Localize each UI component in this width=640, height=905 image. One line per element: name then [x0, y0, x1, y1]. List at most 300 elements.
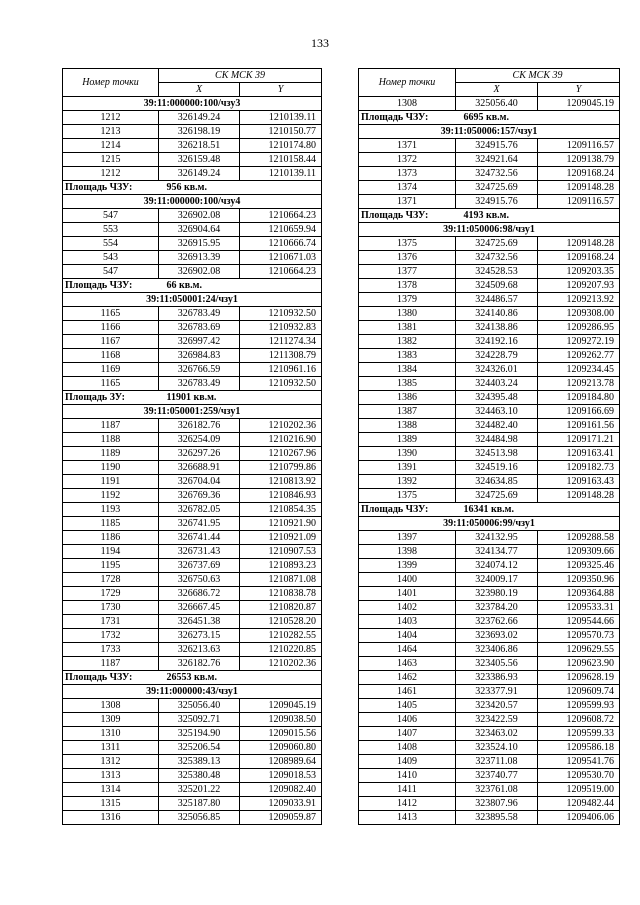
x-coordinate: 326254.09: [159, 433, 240, 447]
point-number: 547: [63, 209, 159, 223]
y-coordinate: 1211308.79: [240, 349, 322, 363]
point-number: 1401: [359, 587, 456, 601]
y-coordinate: 1210813.92: [240, 475, 322, 489]
point-number: 1412: [359, 797, 456, 811]
coordinates-table-right: [358, 68, 620, 825]
point-number: 1398: [359, 545, 456, 559]
x-coordinate: 324509.68: [456, 279, 538, 293]
table-row: [359, 559, 620, 573]
table-row: [359, 237, 620, 251]
table-row: [359, 349, 620, 363]
header-x: X: [159, 83, 240, 97]
y-coordinate: 1210932.50: [240, 307, 322, 321]
x-coordinate: 326783.49: [159, 307, 240, 321]
point-number: 1166: [63, 321, 159, 335]
table-row: [63, 363, 322, 377]
point-number: 1404: [359, 629, 456, 643]
x-coordinate: 323761.08: [456, 783, 538, 797]
table-row: [63, 587, 322, 601]
x-coordinate: 324732.56: [456, 251, 538, 265]
point-number: 1462: [359, 671, 456, 685]
point-number: 1315: [63, 797, 159, 811]
x-coordinate: 324009.17: [456, 573, 538, 587]
section-row: [63, 195, 322, 209]
x-coordinate: 324140.86: [456, 307, 538, 321]
area-row: [359, 209, 620, 223]
x-coordinate: 326667.45: [159, 601, 240, 615]
point-number: 1463: [359, 657, 456, 671]
table-row: [359, 391, 620, 405]
y-coordinate: 1210174.80: [240, 139, 322, 153]
y-coordinate: 1210961.16: [240, 363, 322, 377]
x-coordinate: 326688.91: [159, 461, 240, 475]
x-coordinate: 326902.08: [159, 265, 240, 279]
point-number: 1313: [63, 769, 159, 783]
x-coordinate: 326182.76: [159, 419, 240, 433]
y-coordinate: 1209482.44: [538, 797, 620, 811]
table-row: [359, 419, 620, 433]
x-coordinate: 323386.93: [456, 671, 538, 685]
point-number: 1309: [63, 713, 159, 727]
y-coordinate: 1210666.74: [240, 237, 322, 251]
y-coordinate: 1210267.96: [240, 447, 322, 461]
table-row: [359, 811, 620, 825]
table-row: [63, 335, 322, 349]
y-coordinate: 1210820.87: [240, 601, 322, 615]
y-coordinate: 1209272.19: [538, 335, 620, 349]
section-row: [359, 125, 620, 139]
x-coordinate: 324513.98: [456, 447, 538, 461]
table-row: [359, 755, 620, 769]
x-coordinate: 324463.10: [456, 405, 538, 419]
y-coordinate: 1210932.83: [240, 321, 322, 335]
point-number: 543: [63, 251, 159, 265]
point-number: 1375: [359, 237, 456, 251]
y-coordinate: 1210202.36: [240, 419, 322, 433]
point-number: 1213: [63, 125, 159, 139]
point-number: 1376: [359, 251, 456, 265]
x-coordinate: 325389.13: [159, 755, 240, 769]
x-coordinate: 325380.48: [159, 769, 240, 783]
y-coordinate: 1209325.46: [538, 559, 620, 573]
y-coordinate: 1210921.09: [240, 531, 322, 545]
table-row: [359, 713, 620, 727]
table-row: [359, 573, 620, 587]
point-number: 1403: [359, 615, 456, 629]
table-row: [63, 811, 322, 825]
x-coordinate: 323895.58: [456, 811, 538, 825]
x-coordinate: 323420.57: [456, 699, 538, 713]
header-point-number: Номер точки: [359, 69, 456, 97]
y-coordinate: 1209059.87: [240, 811, 322, 825]
y-coordinate: 1209586.18: [538, 741, 620, 755]
area-value: 16341 кв.м.: [456, 503, 620, 517]
table-row: [63, 573, 322, 587]
area-value: 66 кв.м.: [159, 279, 322, 293]
y-coordinate: 1210139.11: [240, 167, 322, 181]
point-number: 1316: [63, 811, 159, 825]
y-coordinate: 1209038.50: [240, 713, 322, 727]
parcel-id: 39:11:050001:259/чзу1: [63, 405, 322, 419]
x-coordinate: 326149.24: [159, 111, 240, 125]
x-coordinate: 326297.26: [159, 447, 240, 461]
point-number: 1165: [63, 377, 159, 391]
y-coordinate: 1209168.24: [538, 251, 620, 265]
point-number: 1410: [359, 769, 456, 783]
x-coordinate: 326182.76: [159, 657, 240, 671]
x-coordinate: 326741.95: [159, 517, 240, 531]
point-number: 1187: [63, 419, 159, 433]
x-coordinate: 323406.86: [456, 643, 538, 657]
parcel-id: 39:11:050006:157/чзу1: [359, 125, 620, 139]
area-value: 26553 кв.м.: [159, 671, 322, 685]
table-row: [359, 307, 620, 321]
y-coordinate: 1209599.93: [538, 699, 620, 713]
point-number: 1193: [63, 503, 159, 517]
y-coordinate: 1209629.55: [538, 643, 620, 657]
table-row: [63, 657, 322, 671]
y-coordinate: 1210664.23: [240, 209, 322, 223]
x-coordinate: 326984.83: [159, 349, 240, 363]
table-row: [63, 223, 322, 237]
table-row: [63, 489, 322, 503]
table-row: [63, 237, 322, 251]
y-coordinate: 1210932.50: [240, 377, 322, 391]
table-row: [63, 251, 322, 265]
y-coordinate: 1210921.90: [240, 517, 322, 531]
x-coordinate: 323980.19: [456, 587, 538, 601]
y-coordinate: 1209184.80: [538, 391, 620, 405]
table-row: [63, 447, 322, 461]
table-row: [63, 125, 322, 139]
area-label: Площадь ЧЗУ:: [63, 279, 159, 293]
area-label: Площадь ЧЗУ:: [359, 503, 456, 517]
point-number: 1215: [63, 153, 159, 167]
header-point-number: Номер точки: [63, 69, 159, 97]
y-coordinate: 1209018.53: [240, 769, 322, 783]
y-coordinate: 1210854.35: [240, 503, 322, 517]
x-coordinate: 324915.76: [456, 195, 538, 209]
section-row: [63, 293, 322, 307]
point-number: 1381: [359, 321, 456, 335]
x-coordinate: 323463.02: [456, 727, 538, 741]
x-coordinate: 326213.63: [159, 643, 240, 657]
y-coordinate: 1209116.57: [538, 139, 620, 153]
table-row: [359, 699, 620, 713]
table-row: [359, 741, 620, 755]
x-coordinate: 324395.48: [456, 391, 538, 405]
point-number: 1464: [359, 643, 456, 657]
point-number: 1411: [359, 783, 456, 797]
point-number: 1409: [359, 755, 456, 769]
y-coordinate: 1210799.86: [240, 461, 322, 475]
table-row: [359, 615, 620, 629]
table-row: [63, 741, 322, 755]
area-label: Площадь ЧЗУ:: [63, 181, 159, 195]
table-row: [63, 797, 322, 811]
point-number: 1384: [359, 363, 456, 377]
point-number: 1408: [359, 741, 456, 755]
table-row: [63, 699, 322, 713]
table-row: [63, 629, 322, 643]
area-label: Площадь ЧЗУ:: [359, 209, 456, 223]
x-coordinate: 326750.63: [159, 573, 240, 587]
point-number: 1194: [63, 545, 159, 559]
x-coordinate: 324921.64: [456, 153, 538, 167]
parcel-id: 39:11:000000:43/чзу1: [63, 685, 322, 699]
area-row: [63, 279, 322, 293]
table-row: [63, 727, 322, 741]
table-row: [63, 531, 322, 545]
table-row: [359, 97, 620, 111]
x-coordinate: 324228.79: [456, 349, 538, 363]
x-coordinate: 324138.86: [456, 321, 538, 335]
table-row: [63, 209, 322, 223]
table-row: [359, 769, 620, 783]
header-y: Y: [538, 83, 620, 97]
section-row: [359, 223, 620, 237]
section-row: [63, 685, 322, 699]
point-number: 1400: [359, 573, 456, 587]
x-coordinate: 326997.42: [159, 335, 240, 349]
y-coordinate: 1209045.19: [240, 699, 322, 713]
point-number: 1371: [359, 195, 456, 209]
table-row: [359, 405, 620, 419]
y-coordinate: 1209161.56: [538, 419, 620, 433]
point-number: 1378: [359, 279, 456, 293]
table-row: [359, 433, 620, 447]
table-row: [63, 111, 322, 125]
table-row: [359, 671, 620, 685]
x-coordinate: 324074.12: [456, 559, 538, 573]
point-number: 1382: [359, 335, 456, 349]
x-coordinate: 325056.40: [159, 699, 240, 713]
y-coordinate: 1209406.06: [538, 811, 620, 825]
area-value: 956 кв.м.: [159, 181, 322, 195]
area-row: [359, 111, 620, 125]
x-coordinate: 324132.95: [456, 531, 538, 545]
x-coordinate: 323422.59: [456, 713, 538, 727]
point-number: 1406: [359, 713, 456, 727]
table-row: [359, 531, 620, 545]
point-number: 1733: [63, 643, 159, 657]
y-coordinate: 1209163.41: [538, 447, 620, 461]
y-coordinate: 1210202.36: [240, 657, 322, 671]
section-row: [359, 517, 620, 531]
point-number: 547: [63, 265, 159, 279]
point-number: 1165: [63, 307, 159, 321]
table-row: [359, 181, 620, 195]
x-coordinate: 326451.38: [159, 615, 240, 629]
point-number: 1387: [359, 405, 456, 419]
point-number: 1168: [63, 349, 159, 363]
y-coordinate: 1209015.56: [240, 727, 322, 741]
point-number: 1311: [63, 741, 159, 755]
table-row: [63, 349, 322, 363]
table-row: [359, 251, 620, 265]
table-row: [63, 153, 322, 167]
x-coordinate: 326913.39: [159, 251, 240, 265]
y-coordinate: 1209530.70: [538, 769, 620, 783]
table-row: [359, 321, 620, 335]
point-number: 1167: [63, 335, 159, 349]
y-coordinate: 1209541.76: [538, 755, 620, 769]
point-number: 1308: [63, 699, 159, 713]
table-row: [359, 727, 620, 741]
table-row: [63, 377, 322, 391]
x-coordinate: 326783.69: [159, 321, 240, 335]
table-row: [359, 377, 620, 391]
y-coordinate: 1209262.77: [538, 349, 620, 363]
point-number: 1185: [63, 517, 159, 531]
x-coordinate: 326737.69: [159, 559, 240, 573]
table-row: [359, 167, 620, 181]
table-row: [63, 559, 322, 573]
point-number: 1214: [63, 139, 159, 153]
x-coordinate: 325092.71: [159, 713, 240, 727]
point-number: 1399: [359, 559, 456, 573]
point-number: 1388: [359, 419, 456, 433]
y-coordinate: 1209033.91: [240, 797, 322, 811]
table-row: [359, 265, 620, 279]
x-coordinate: 324915.76: [456, 139, 538, 153]
x-coordinate: 324134.77: [456, 545, 538, 559]
section-row: [63, 405, 322, 419]
x-coordinate: 326915.95: [159, 237, 240, 251]
y-coordinate: 1208989.64: [240, 755, 322, 769]
x-coordinate: 323711.08: [456, 755, 538, 769]
table-row: [63, 517, 322, 531]
x-coordinate: 323377.91: [456, 685, 538, 699]
table-row: [359, 293, 620, 307]
point-number: 1373: [359, 167, 456, 181]
table-row: [63, 769, 322, 783]
table-row: [63, 167, 322, 181]
x-coordinate: 326769.36: [159, 489, 240, 503]
x-coordinate: 323693.02: [456, 629, 538, 643]
x-coordinate: 324326.01: [456, 363, 538, 377]
y-coordinate: 1209544.66: [538, 615, 620, 629]
x-coordinate: 326149.24: [159, 167, 240, 181]
coordinates-table-left: [62, 68, 322, 825]
point-number: 1314: [63, 783, 159, 797]
table-row: [63, 601, 322, 615]
x-coordinate: 326904.64: [159, 223, 240, 237]
y-coordinate: 1209628.19: [538, 671, 620, 685]
x-coordinate: 324484.98: [456, 433, 538, 447]
table-row: [359, 629, 620, 643]
y-coordinate: 1210838.78: [240, 587, 322, 601]
table-row: [359, 153, 620, 167]
area-value: 4193 кв.м.: [456, 209, 620, 223]
area-row: [359, 503, 620, 517]
table-row: [359, 783, 620, 797]
x-coordinate: 325201.22: [159, 783, 240, 797]
y-coordinate: 1210282.55: [240, 629, 322, 643]
y-coordinate: 1210528.20: [240, 615, 322, 629]
table-row: [63, 615, 322, 629]
point-number: 553: [63, 223, 159, 237]
y-coordinate: 1209609.74: [538, 685, 620, 699]
point-number: 1372: [359, 153, 456, 167]
table-row: [359, 461, 620, 475]
point-number: 1390: [359, 447, 456, 461]
y-coordinate: 1210220.85: [240, 643, 322, 657]
x-coordinate: 325056.40: [456, 97, 538, 111]
x-coordinate: 324725.69: [456, 237, 538, 251]
point-number: 1402: [359, 601, 456, 615]
table-row: [359, 335, 620, 349]
table-row: [359, 601, 620, 615]
table-row: [63, 265, 322, 279]
point-number: 1377: [359, 265, 456, 279]
table-row: [359, 279, 620, 293]
point-number: 1389: [359, 433, 456, 447]
y-coordinate: 1209060.80: [240, 741, 322, 755]
parcel-id: 39:11:000000:100/чзу3: [63, 97, 322, 111]
point-number: 554: [63, 237, 159, 251]
point-number: 1728: [63, 573, 159, 587]
x-coordinate: 324192.16: [456, 335, 538, 349]
y-coordinate: 1209045.19: [538, 97, 620, 111]
table-row: [63, 419, 322, 433]
point-number: 1405: [359, 699, 456, 713]
table-row: [63, 545, 322, 559]
parcel-id: 39:11:050006:99/чзу1: [359, 517, 620, 531]
y-coordinate: 1209309.66: [538, 545, 620, 559]
x-coordinate: 326741.44: [159, 531, 240, 545]
point-number: 1385: [359, 377, 456, 391]
x-coordinate: 326782.05: [159, 503, 240, 517]
table-row: [63, 321, 322, 335]
x-coordinate: 325206.54: [159, 741, 240, 755]
area-label: Площадь ЗУ:: [63, 391, 159, 405]
table-row: [359, 685, 620, 699]
y-coordinate: 1209148.28: [538, 237, 620, 251]
table-row: [63, 139, 322, 153]
x-coordinate: 326766.59: [159, 363, 240, 377]
table-row: [359, 447, 620, 461]
y-coordinate: 1209213.92: [538, 293, 620, 307]
table-row: [359, 643, 620, 657]
y-coordinate: 1211274.34: [240, 335, 322, 349]
point-number: 1189: [63, 447, 159, 461]
point-number: 1190: [63, 461, 159, 475]
table-body-right: [359, 97, 620, 825]
point-number: 1371: [359, 139, 456, 153]
y-coordinate: 1209288.58: [538, 531, 620, 545]
point-number: 1310: [63, 727, 159, 741]
area-row: [63, 181, 322, 195]
y-coordinate: 1209599.33: [538, 727, 620, 741]
area-value: 11901 кв.м.: [159, 391, 322, 405]
x-coordinate: 323405.56: [456, 657, 538, 671]
y-coordinate: 1209148.28: [538, 181, 620, 195]
table-row: [63, 461, 322, 475]
y-coordinate: 1210671.03: [240, 251, 322, 265]
x-coordinate: 323784.20: [456, 601, 538, 615]
table-row: [359, 475, 620, 489]
table-row: [63, 475, 322, 489]
point-number: 1191: [63, 475, 159, 489]
y-coordinate: 1209570.73: [538, 629, 620, 643]
point-number: 1169: [63, 363, 159, 377]
y-coordinate: 1209286.95: [538, 321, 620, 335]
section-row: [63, 97, 322, 111]
y-coordinate: 1209182.73: [538, 461, 620, 475]
y-coordinate: 1209168.24: [538, 167, 620, 181]
area-label: Площадь ЧЗУ:: [359, 111, 456, 125]
